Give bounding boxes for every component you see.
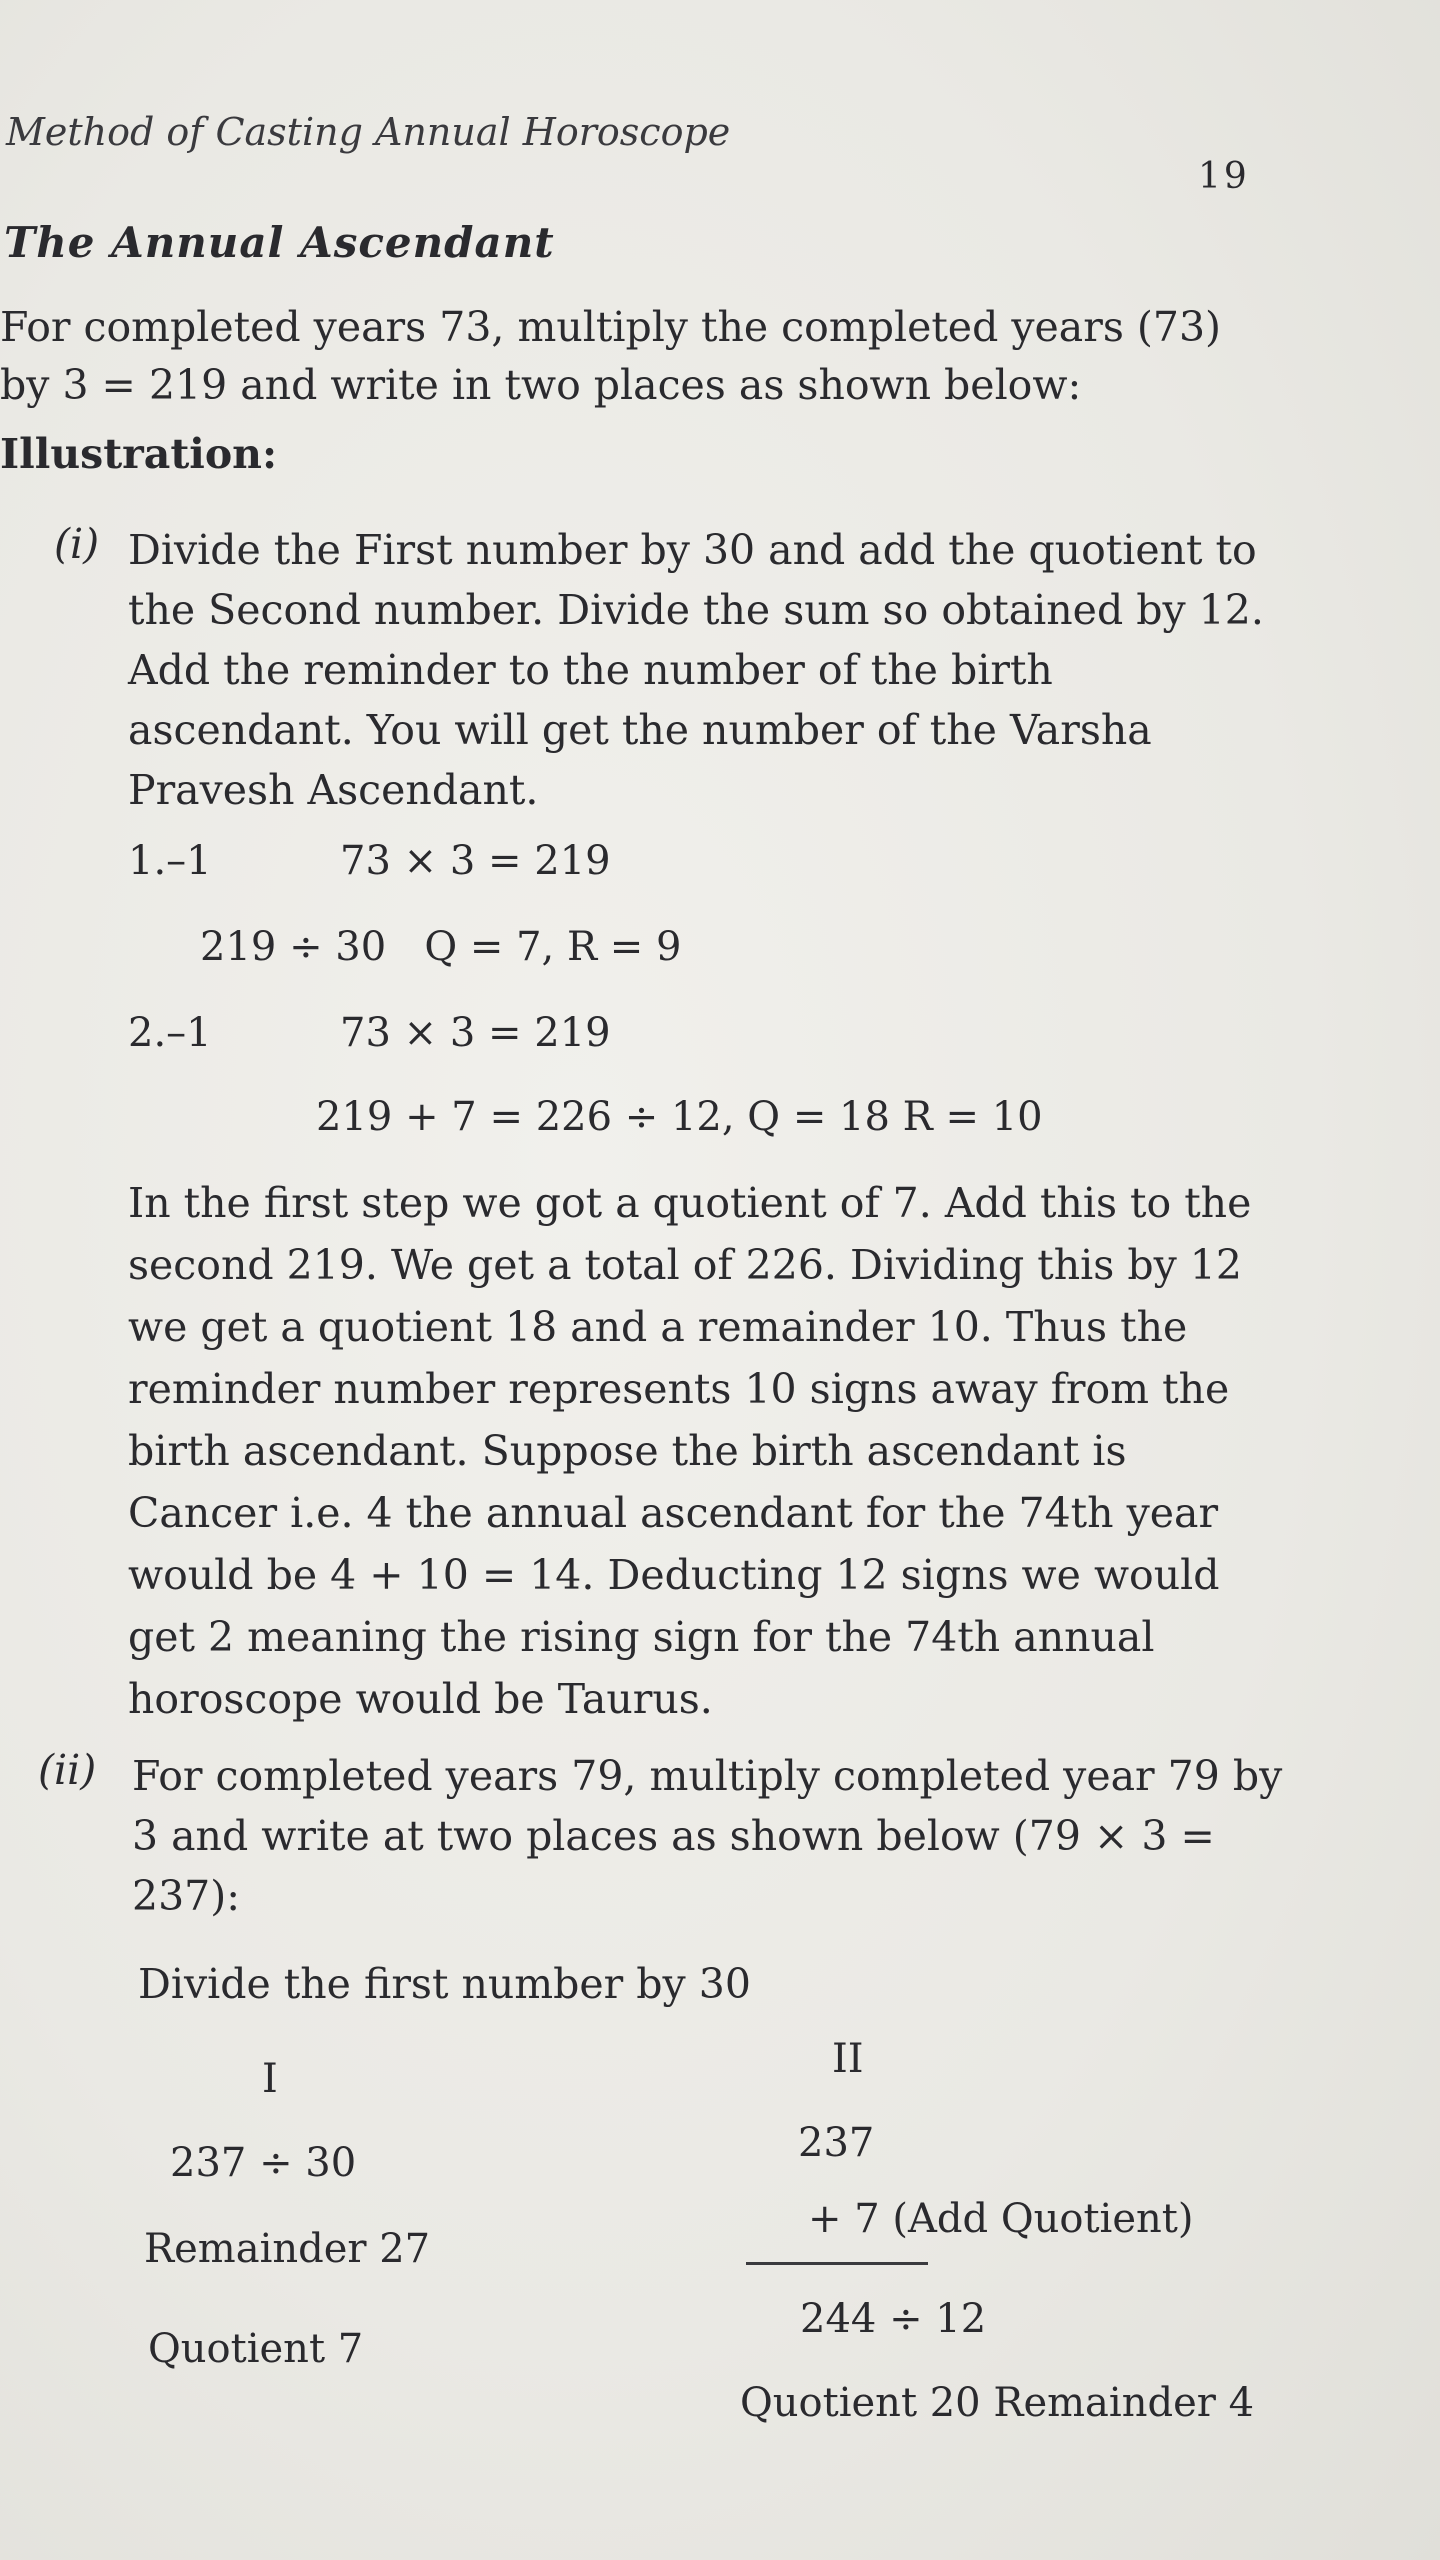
column-ii-add: + 7 (Add Quotient): [808, 2196, 1194, 2242]
page-number: 19: [1198, 156, 1250, 197]
running-title: Method of Casting Annual Horoscope: [6, 110, 731, 154]
column-ii-value: 237: [798, 2120, 875, 2166]
calc-row1-label: 1.–1: [128, 838, 212, 884]
intro-paragraph: For completed years 73, multiply the completed years (73) by 3 = 219 and write in two places as shown below:: [0, 303, 1222, 409]
column-ii-sum-expression: 244 ÷ 12: [800, 2296, 987, 2342]
item-i-text: Divide the First number by 30 and add the quotient to the Second number. Divide the sum so obtained by 12. Add the reminder to the number of the birth ascendant. You will get the number of the Varsha Pravesh Ascendant.: [128, 526, 1264, 814]
sum-rule-line: [746, 2262, 928, 2265]
column-i-quotient: Quotient 7: [148, 2326, 364, 2372]
illustration-label: Illustration:: [0, 430, 278, 478]
item-ii-label: (ii): [38, 1746, 97, 1794]
divide-instruction: Divide the first number by 30: [138, 1960, 751, 2008]
column-ii-result: Quotient 20 Remainder 4: [740, 2380, 1255, 2426]
item-ii-text: For completed years 79, multiply completed year 79 by 3 and write at two places as shown below (79 × 3 = 237):: [132, 1752, 1283, 1920]
item-i-label: (i): [54, 520, 100, 568]
column-i-expression: 237 ÷ 30: [170, 2140, 357, 2186]
calc-row3-label: 2.–1: [128, 1010, 212, 1056]
calc-row4-expr: 219 + 7 = 226 ÷ 12, Q = 18 R = 10: [316, 1094, 1043, 1140]
column-i-heading: I: [262, 2056, 278, 2102]
calc-row2-expr: 219 ÷ 30 Q = 7, R = 9: [200, 924, 682, 970]
calc-row3-expr: 73 × 3 = 219: [340, 1010, 611, 1056]
column-ii-heading: II: [832, 2036, 864, 2082]
calc-row1-expr: 73 × 3 = 219: [340, 838, 611, 884]
explanation-paragraph: In the first step we got a quotient of 7. Add this to the second 219. We get a total of 226. Dividing this by 12 we get a quotient 18 and a remainder 10. Thus the reminder number represents 10 signs away from the birth ascendant. Suppose the birth ascendant is Cancer i.e. 4 the annual ascendant for the 74th year would be 4 + 10 = 14. Deducting 12 signs we would get 2 meaning the rising sign for the 74th annual horoscope would be Taurus.: [128, 1179, 1252, 1723]
section-title: The Annual Ascendant: [4, 218, 555, 267]
column-i-remainder: Remainder 27: [144, 2226, 431, 2272]
